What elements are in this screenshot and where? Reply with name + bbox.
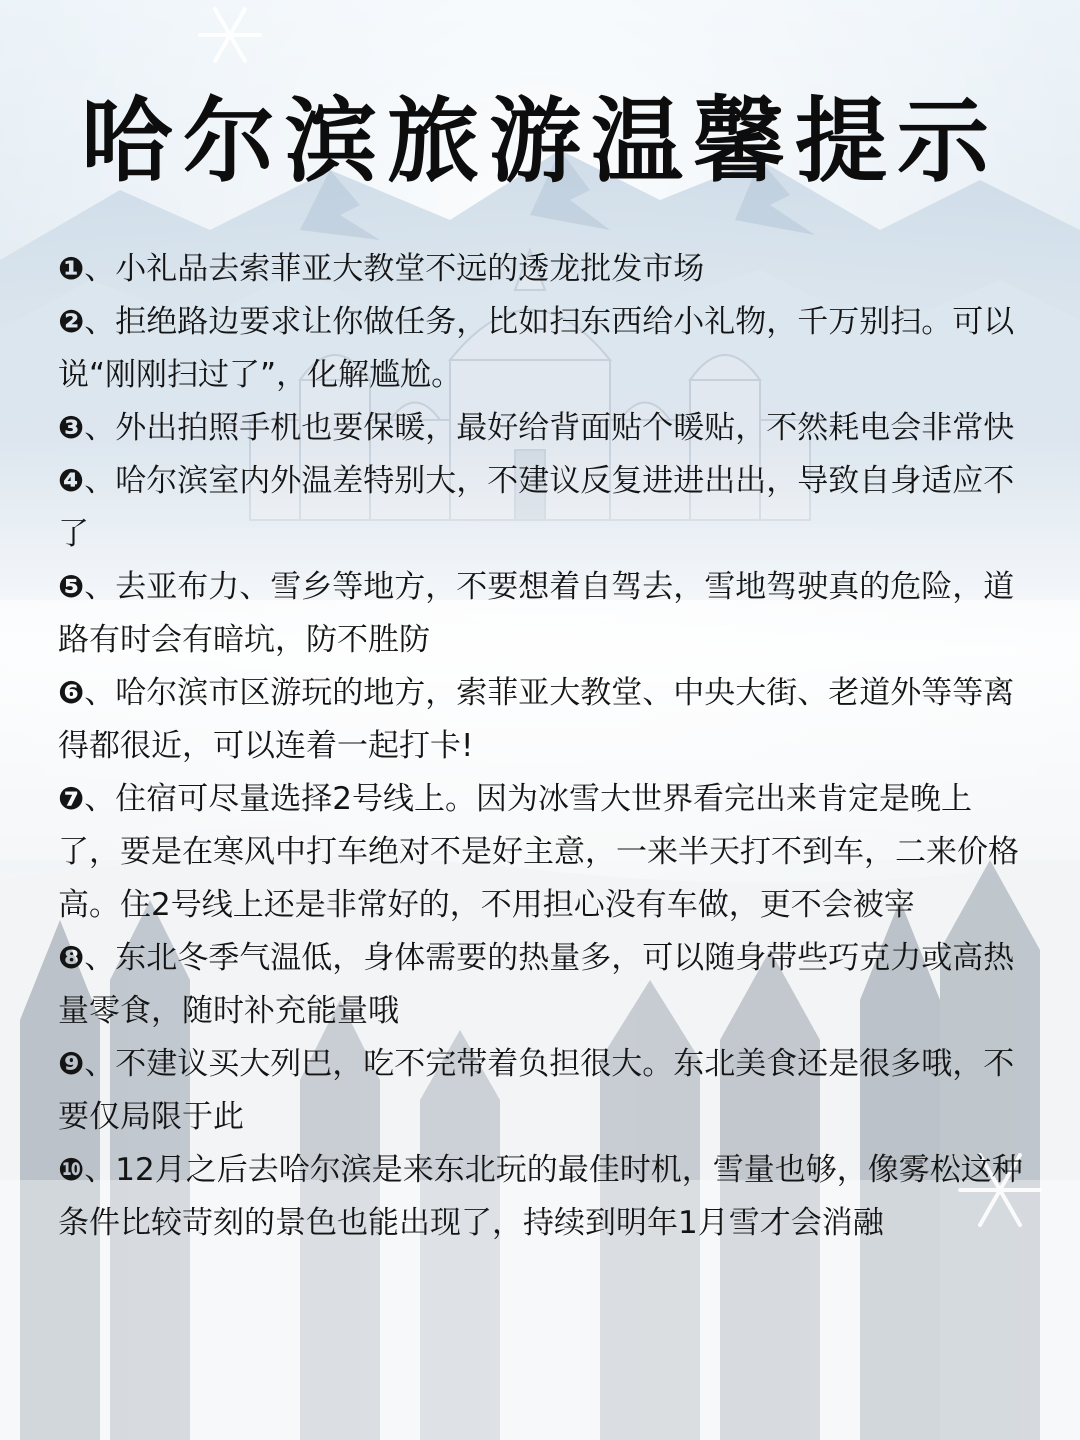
tip-item: [58, 1144, 1023, 1250]
tip-number: ❼: [58, 781, 85, 817]
tip-text: 、不建议买大列巴，吃不完带着负担很大。东北美食还是很多哦，不要仅局限于此: [58, 1046, 1015, 1135]
tip-number: ❶: [58, 251, 85, 287]
tip-number: ❾: [58, 1046, 85, 1082]
tip-item: [58, 667, 1023, 773]
tip-item: [58, 932, 1023, 1038]
tip-item: [58, 402, 1023, 455]
tip-text: 、小礼品去索菲亚大教堂不远的透龙批发市场: [84, 251, 705, 287]
tip-item: [58, 296, 1023, 402]
tip-item: [58, 773, 1023, 932]
tip-text: 、外出拍照手机也要保暖，最好给背面贴个暖贴，不然耗电会非常快: [84, 410, 1015, 446]
tip-item: [58, 243, 1023, 296]
tip-item: [58, 1038, 1023, 1144]
tip-text: 、去亚布力、雪乡等地方，不要想着自驾去，雪地驾驶真的危险，道路有时会有暗坑，防不胜防: [58, 569, 1015, 658]
tip-number: ❹: [58, 463, 85, 499]
tip-text: 、12月之后去哈尔滨是来东北玩的最佳时机，雪量也够，像雾松这种条件比较苛刻的景色也能出现了，持续到明年1月雪才会消融: [58, 1152, 1023, 1241]
tip-number: ❸: [58, 410, 85, 446]
tip-number: ❿: [58, 1152, 85, 1188]
tip-item: [58, 455, 1023, 561]
tip-text: 、住宿可尽量选择2号线上。因为冰雪大世界看完出来肯定是晚上了，要是在寒风中打车绝对不是好主意，一来半天打不到车，二来价格高。住2号线上还是非常好的，不用担心没有车做，更不会被宰: [58, 781, 1019, 923]
tip-number: ❻: [58, 675, 85, 711]
tip-number: ❷: [58, 304, 85, 340]
tips-list: [58, 243, 1023, 1250]
tip-text: 、哈尔滨室内外温差特别大，不建议反复进进出出，导致自身适应不了: [58, 463, 1015, 552]
tip-number: ❽: [58, 940, 85, 976]
tip-text: 、拒绝路边要求让你做任务，比如扫东西给小礼物，千万别扫。可以说“刚刚扫过了”，化解尴尬。: [58, 304, 1015, 393]
tip-text: 、东北冬季气温低，身体需要的热量多，可以随身带些巧克力或高热量零食，随时补充能量哦: [58, 940, 1015, 1029]
tip-text: 、哈尔滨市区游玩的地方，索菲亚大教堂、中央大街、老道外等等离得都很近，可以连着一起打卡!: [58, 675, 1015, 764]
tip-number: ❺: [58, 569, 85, 605]
tip-item: [58, 561, 1023, 667]
page-title: 哈尔滨旅游温馨提示: [80, 88, 999, 195]
